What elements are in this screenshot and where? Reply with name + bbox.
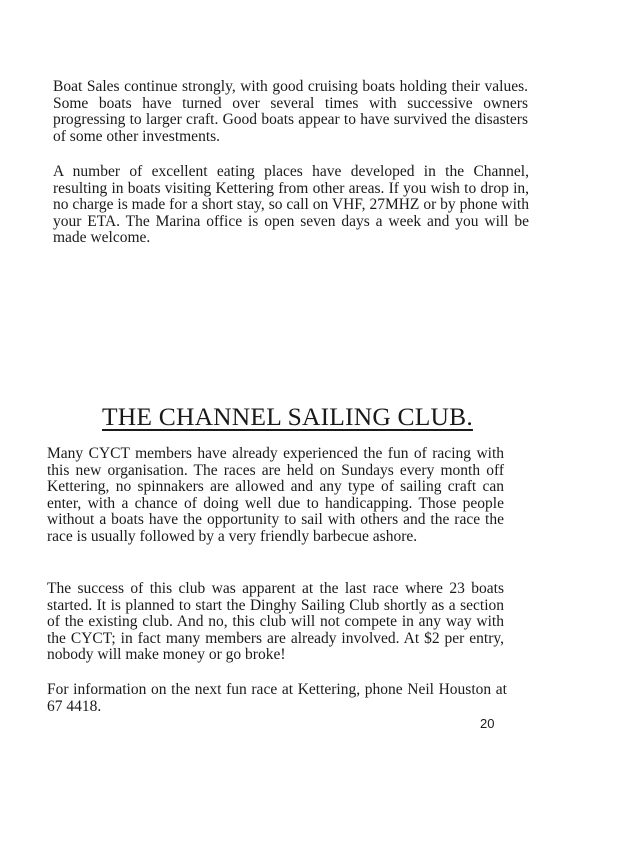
page-number: 20 <box>480 716 495 731</box>
section-title: THE CHANNEL SAILING CLUB. <box>102 402 473 431</box>
eating-places-paragraph: A number of excellent eating places have developed in the Channel, resulting in boats visiting Kettering from other areas. If you wish to drop in, no charge is made for a short stay, so call on VHF, 27MHZ or by phone with your ETA. The Marina office is open seven days a week and you will be made welcome. <box>53 163 529 247</box>
boat-sales-paragraph: Boat Sales continue strongly, with good cruising boats holding their values. Some boats have turned over several times with successive owners progressing to larger craft. Good boats appear to have survived the disasters of some other investments. <box>53 78 528 145</box>
contact-paragraph: For information on the next fun race at Kettering, phone Neil Houston at 67 4418. <box>47 681 507 715</box>
club-success-paragraph: The success of this club was apparent at the last race where 23 boats started. It is planned to start the Dinghy Sailing Club shortly as a section of the existing club. And no, this club will not compete in any way with the CYCT; in fact many members are already involved. At $2 per entry, nobody will make money or go broke! <box>47 580 504 664</box>
club-racing-paragraph: Many CYCT members have already experienced the fun of racing with this new organisation. The races are held on Sundays every month off Kettering, no spinnakers are allowed and any type of sailing craft can enter, with a chance of doing well due to handicapping. Those people without a boats have the opportunity to sail with others and the race the race is usually followed by a very friendly barbecue ashore. <box>47 445 504 545</box>
